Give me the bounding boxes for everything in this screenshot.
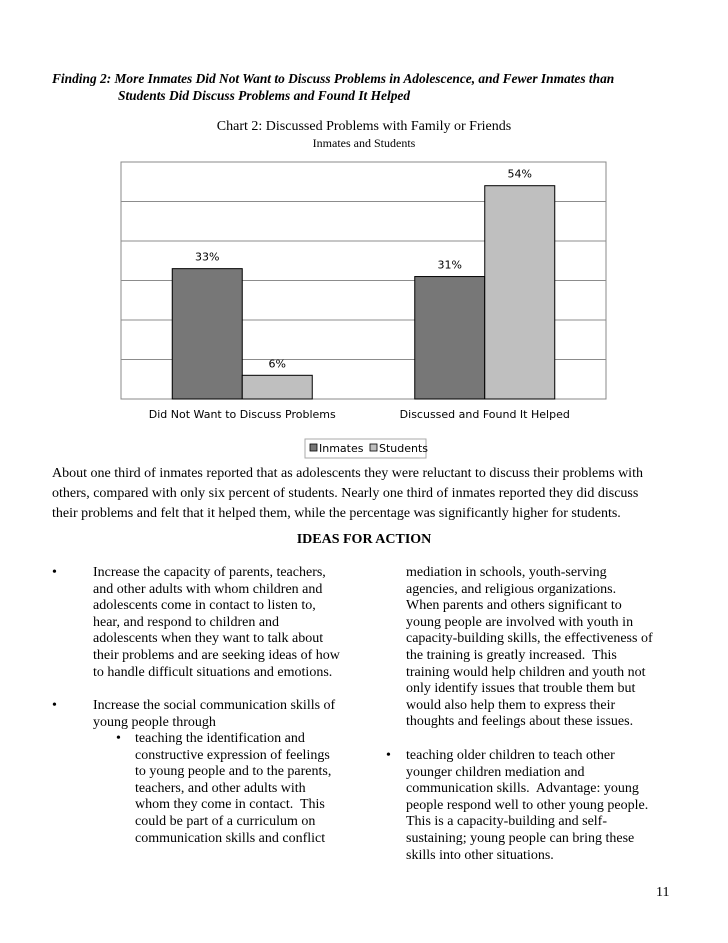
bullet-1: •	[52, 565, 57, 580]
legend-swatch-students	[370, 444, 377, 451]
finding-line-1: Finding 2: More Inmates Did Not Want to Discuss Problems in Adolescence, and Fewer Inmates than	[52, 71, 615, 86]
sub-item-teaching: teaching older children to teach other younger children mediation and communication skills. Advantage: young people respond well to other young people. This is a capacity-building and self- sustaining; young people can bring these skills into other situations.	[406, 748, 649, 863]
sub-bullet-2: •	[386, 748, 391, 763]
category-label-2: Discussed and Found It Helped	[399, 408, 570, 421]
legend-label-inmates: Inmates	[319, 442, 364, 455]
bar-chart	[0, 150, 728, 460]
finding-heading	[52, 70, 692, 104]
chart-title: Chart 2: Discussed Problems with Family or Friends	[216, 119, 512, 134]
bullet-2: •	[52, 698, 57, 713]
data-label-students-2: 54%	[507, 167, 532, 181]
bar-inmates-2	[415, 277, 485, 399]
right-column-continuation: mediation in schools, youth-serving agencies, and religious organizations. When parents and others significant to young people are involved with youth in capacity-building skills, the effectiveness of the training is greatly increased. This training would help children and youth not only identify issues that trouble them but would also help them to express their thoughts and feelings about these issues.	[406, 565, 653, 730]
finding-line-2: Students Did Discuss Problems and Found It Helped	[118, 88, 411, 103]
bar-students-1	[242, 375, 312, 399]
sub-item-identification: teaching the identification and constructive expression of feelings to young people and to the parents, teachers, and other adults with whom they come in contact. This could be part of a curriculum on communication skills and conflict	[135, 731, 332, 846]
sub-bullet-1: •	[116, 731, 121, 746]
data-label-inmates-1: 33%	[195, 250, 220, 264]
chart-subtitle: Inmates and Students	[312, 136, 416, 150]
page-number: 11	[656, 885, 670, 900]
data-label-inmates-2: 31%	[437, 258, 462, 272]
summary-paragraph: About one third of inmates reported that as adolescents they were reluctant to discuss their problems with others, compared with only six percent of students. Nearly one third of inmates reported they did discuss their problems and felt that it helped them, while the percentage was significantly higher for students.	[52, 466, 643, 521]
legend-label-students: Students	[379, 442, 429, 455]
bar-students-2	[485, 186, 555, 399]
bar-inmates-1	[172, 269, 242, 399]
ideas-heading: IDEAS FOR ACTION	[296, 532, 432, 547]
action-item-communication: Increase the social communication skills of young people through	[93, 698, 336, 730]
legend-swatch-inmates	[310, 444, 317, 451]
action-item-capacity: Increase the capacity of parents, teachers, and other adults with whom children and adolescents come in contact to listen to, hear, and respond to children and adolescents when they want to talk about their problems and are seeking ideas of how to handle difficult situations and emotions.	[93, 565, 340, 680]
category-label-1: Did Not Want to Discuss Problems	[148, 408, 336, 421]
legend	[305, 439, 428, 458]
data-label-students-1: 6%	[268, 357, 286, 371]
category-labels	[149, 408, 570, 421]
